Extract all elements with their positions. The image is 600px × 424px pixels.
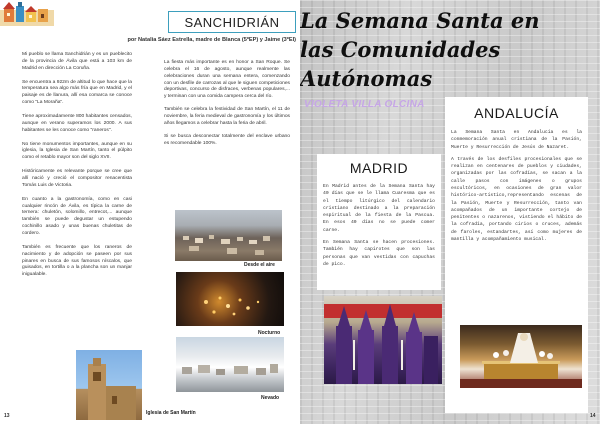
- section-title-text: SANCHIDRIÁN: [184, 14, 280, 30]
- village-logo-icon: [0, 0, 54, 26]
- paragraph: En Madrid antes de la Semana Santa hay 40 días que se le llama Cuaresma que es el tiempo litúrgico del calendario cristiano destinado a la preparación espiritual de la fiesta de la Pascua. En esos 40 días no se puede comer carne.: [323, 184, 435, 233]
- procession-float-image-icon: [460, 325, 582, 388]
- right-page: [300, 0, 600, 424]
- paragraph: No tiene monumentos importantes, aunque en su iglesia, la Iglesia de San Martín, tanto el púlpito como el retablo mayor son del siglo XVII.: [22, 141, 132, 161]
- paragraph: La fiesta más importante es en honor a San Roque. Se celebra el 16 de agosto, aunque realmente las celebraciones duran una semana entera, comenzando con un desfile de carrozas al que le siguen competiciones deportivas, concurso de disfraces, verbenas populares,... y terminan con una comida campera cerca del río.: [164, 60, 290, 100]
- paragraph: En cuanto a la gastronomía, como en casi cualquier rincón de Ávila, es típica la carne de ternera: chuletón, solomillo, entrecot,... aunque también se puede degustar un estupendo cochinillo asado y unas buenas chuletitas de cordero.: [22, 196, 132, 237]
- caption-snow: Nevado: [261, 395, 280, 401]
- andalucia-title: ANDALUCÍA: [474, 105, 559, 121]
- page-number-right: 14: [590, 413, 596, 419]
- paragraph: También es frecuente que los raneros de nacimiento y de adopción se paseen por sus pinares en busca de sus famosos níscalos, que guisados, en tortilla o a la plancha son un manjar inigualable.: [22, 244, 132, 278]
- paragraph: Si se busca desconectar totalmente del enclave urbano es recomendable 100%.: [164, 133, 290, 146]
- church-photo: [76, 350, 142, 420]
- paragraph: Mi pueblo se llama Sanchidrián y es un pueblecito de la provincia de Ávila que está a 103 km de Madrid en dirección La Coruña.: [22, 52, 132, 71]
- nazarenos-procession-image-icon: [324, 296, 442, 384]
- title-line: las Comunidades: [300, 37, 501, 62]
- aerial-photo: [175, 210, 282, 261]
- byline: por Natalia Sáez Estrella, madre de Blanca (5ºEP) y Jaime (3ºEI): [127, 37, 296, 43]
- paragraph: Tiene aproximadamente 800 habitantes censados, aunque en verano superamos los 2000. A sus habitantes se les conoce como "raneros".: [22, 114, 132, 133]
- paragraph: La Semana Santa en Andalucía es la conmemoración anual cristiana de la Pasión, Muerte y Resurrección de Jesús de Nazaret.: [451, 130, 582, 150]
- snow-photo: [176, 337, 284, 392]
- aerial-town-image-icon: [175, 210, 282, 261]
- madrid-title: MADRID: [349, 160, 409, 176]
- madrid-procession-photo: [324, 296, 442, 384]
- snowy-town-image-icon: [176, 337, 284, 392]
- paragraph: En Semana Santa se hacen procesiones. También hay capirotes que son las personas que van vestidas con capuchas de pico.: [323, 239, 435, 267]
- caption-night: Nocturno: [258, 330, 281, 336]
- page-number-left: 13: [4, 413, 10, 419]
- title-line: La Semana Santa en: [300, 8, 540, 33]
- night-photo: [176, 272, 284, 326]
- paragraph: Se encuentra a 922m de altitud lo que hace que la temperatura sea algo más fría que en Madrid, y el paisaje es de llanura, allí esa comarca se conoce como "La Moraña".: [22, 79, 132, 106]
- text-column-left: [22, 52, 132, 286]
- church-tower-image-icon: [76, 350, 142, 420]
- author-name: VIOLETA VILLA OLCINA: [304, 99, 425, 110]
- night-lights-image-icon: [176, 272, 284, 326]
- caption-aerial: Desde el aire: [244, 262, 275, 268]
- page-title: [300, 6, 600, 93]
- andalucia-text: [445, 129, 588, 243]
- text-column-right: [164, 60, 290, 153]
- paragraph: A través de los desfiles procesionales que se realizan en centenares de pueblos y ciudades, organizadas por las cofradías, se sacan a la calle pasos con imágenes o grupos escultóricos, en ocasiones de gran valor histórico-artístico,representando escenas de la Pasión, Muerte y Resurrección, tanto van acompañados de un importante cortejo de penitentes o nazarenos, vistiendo el hábito de la cofradía, portando cirios o cruces, además de faroles, estandartes, así como mujeres de mantilla y acompañamiento musical.: [451, 156, 582, 242]
- paragraph: Históricamente es relevante porque se cree que allí nació y creció el compositor renacentista Tomás Luis de Victoria.: [22, 169, 132, 188]
- madrid-panel: [317, 154, 441, 290]
- andalucia-float-photo: [460, 325, 582, 388]
- title-line: Autónomas: [300, 66, 433, 91]
- paragraph: También se celebra la festividad de San Martín, el 11 de noviembre, la feria medieval de gastronomía y los últimos años llegamos a celebrar hasta la feria de abril.: [164, 107, 290, 126]
- caption-church: Iglesia de San Martín: [146, 410, 196, 416]
- section-title: [168, 11, 296, 33]
- madrid-text: [317, 183, 441, 268]
